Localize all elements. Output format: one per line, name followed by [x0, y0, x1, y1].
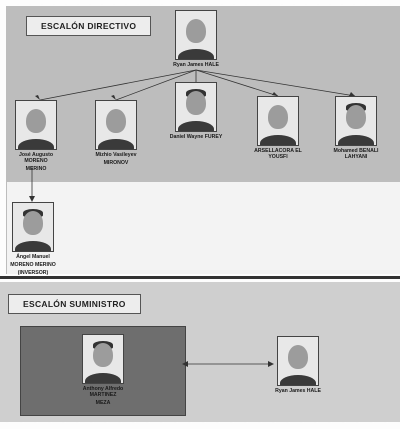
person-8 [270, 336, 326, 394]
directive-section-title: ESCALÓN DIRECTIVO [26, 16, 151, 36]
person-photo [335, 96, 377, 146]
supply-section-title: ESCALÓN SUMINISTRO [8, 294, 141, 314]
person-1 [8, 100, 64, 172]
person-name-line2: MEZA [95, 400, 111, 406]
person-6 [4, 202, 62, 276]
person-photo [12, 202, 54, 252]
person-name-line2: MORENO MERINO [10, 262, 56, 268]
person-photo [82, 334, 124, 384]
person-4 [248, 96, 308, 160]
person-photo [175, 10, 217, 60]
person-top [168, 10, 224, 68]
person-name-line1: Ángel Manuel [16, 254, 50, 260]
person-name-line2: MIRONOV [103, 160, 129, 166]
person-photo [257, 96, 299, 146]
person-5 [324, 96, 388, 160]
person-name-line1: Ryan James HALE [275, 388, 321, 394]
person-photo [277, 336, 319, 386]
person-2 [86, 100, 146, 166]
person-name-line1: Daniel Wayne FUREY [169, 134, 223, 140]
person-7 [70, 334, 136, 406]
person-name-line1: Mohamed BENALI LAHYANI [333, 148, 379, 160]
person-name-line3: (INVERSOR) [17, 270, 49, 276]
torn-edge-top [0, 0, 400, 12]
person-name-line1: José Augusto MORENO [18, 152, 54, 164]
person-name-line1: Anthony Alfredo MARTINEZ [82, 386, 124, 398]
person-name-line1: Mizhio Vasileyev [95, 152, 137, 158]
person-name: Ryan James HALE [173, 62, 219, 68]
torn-edge-bottom [0, 415, 400, 429]
person-photo [15, 100, 57, 150]
person-name-line1: ARSELLACORA EL YOUSFI [254, 148, 302, 160]
person-photo [95, 100, 137, 150]
person-name-line2: MERINO [25, 166, 47, 172]
person-3 [164, 82, 228, 140]
person-photo [175, 82, 217, 132]
